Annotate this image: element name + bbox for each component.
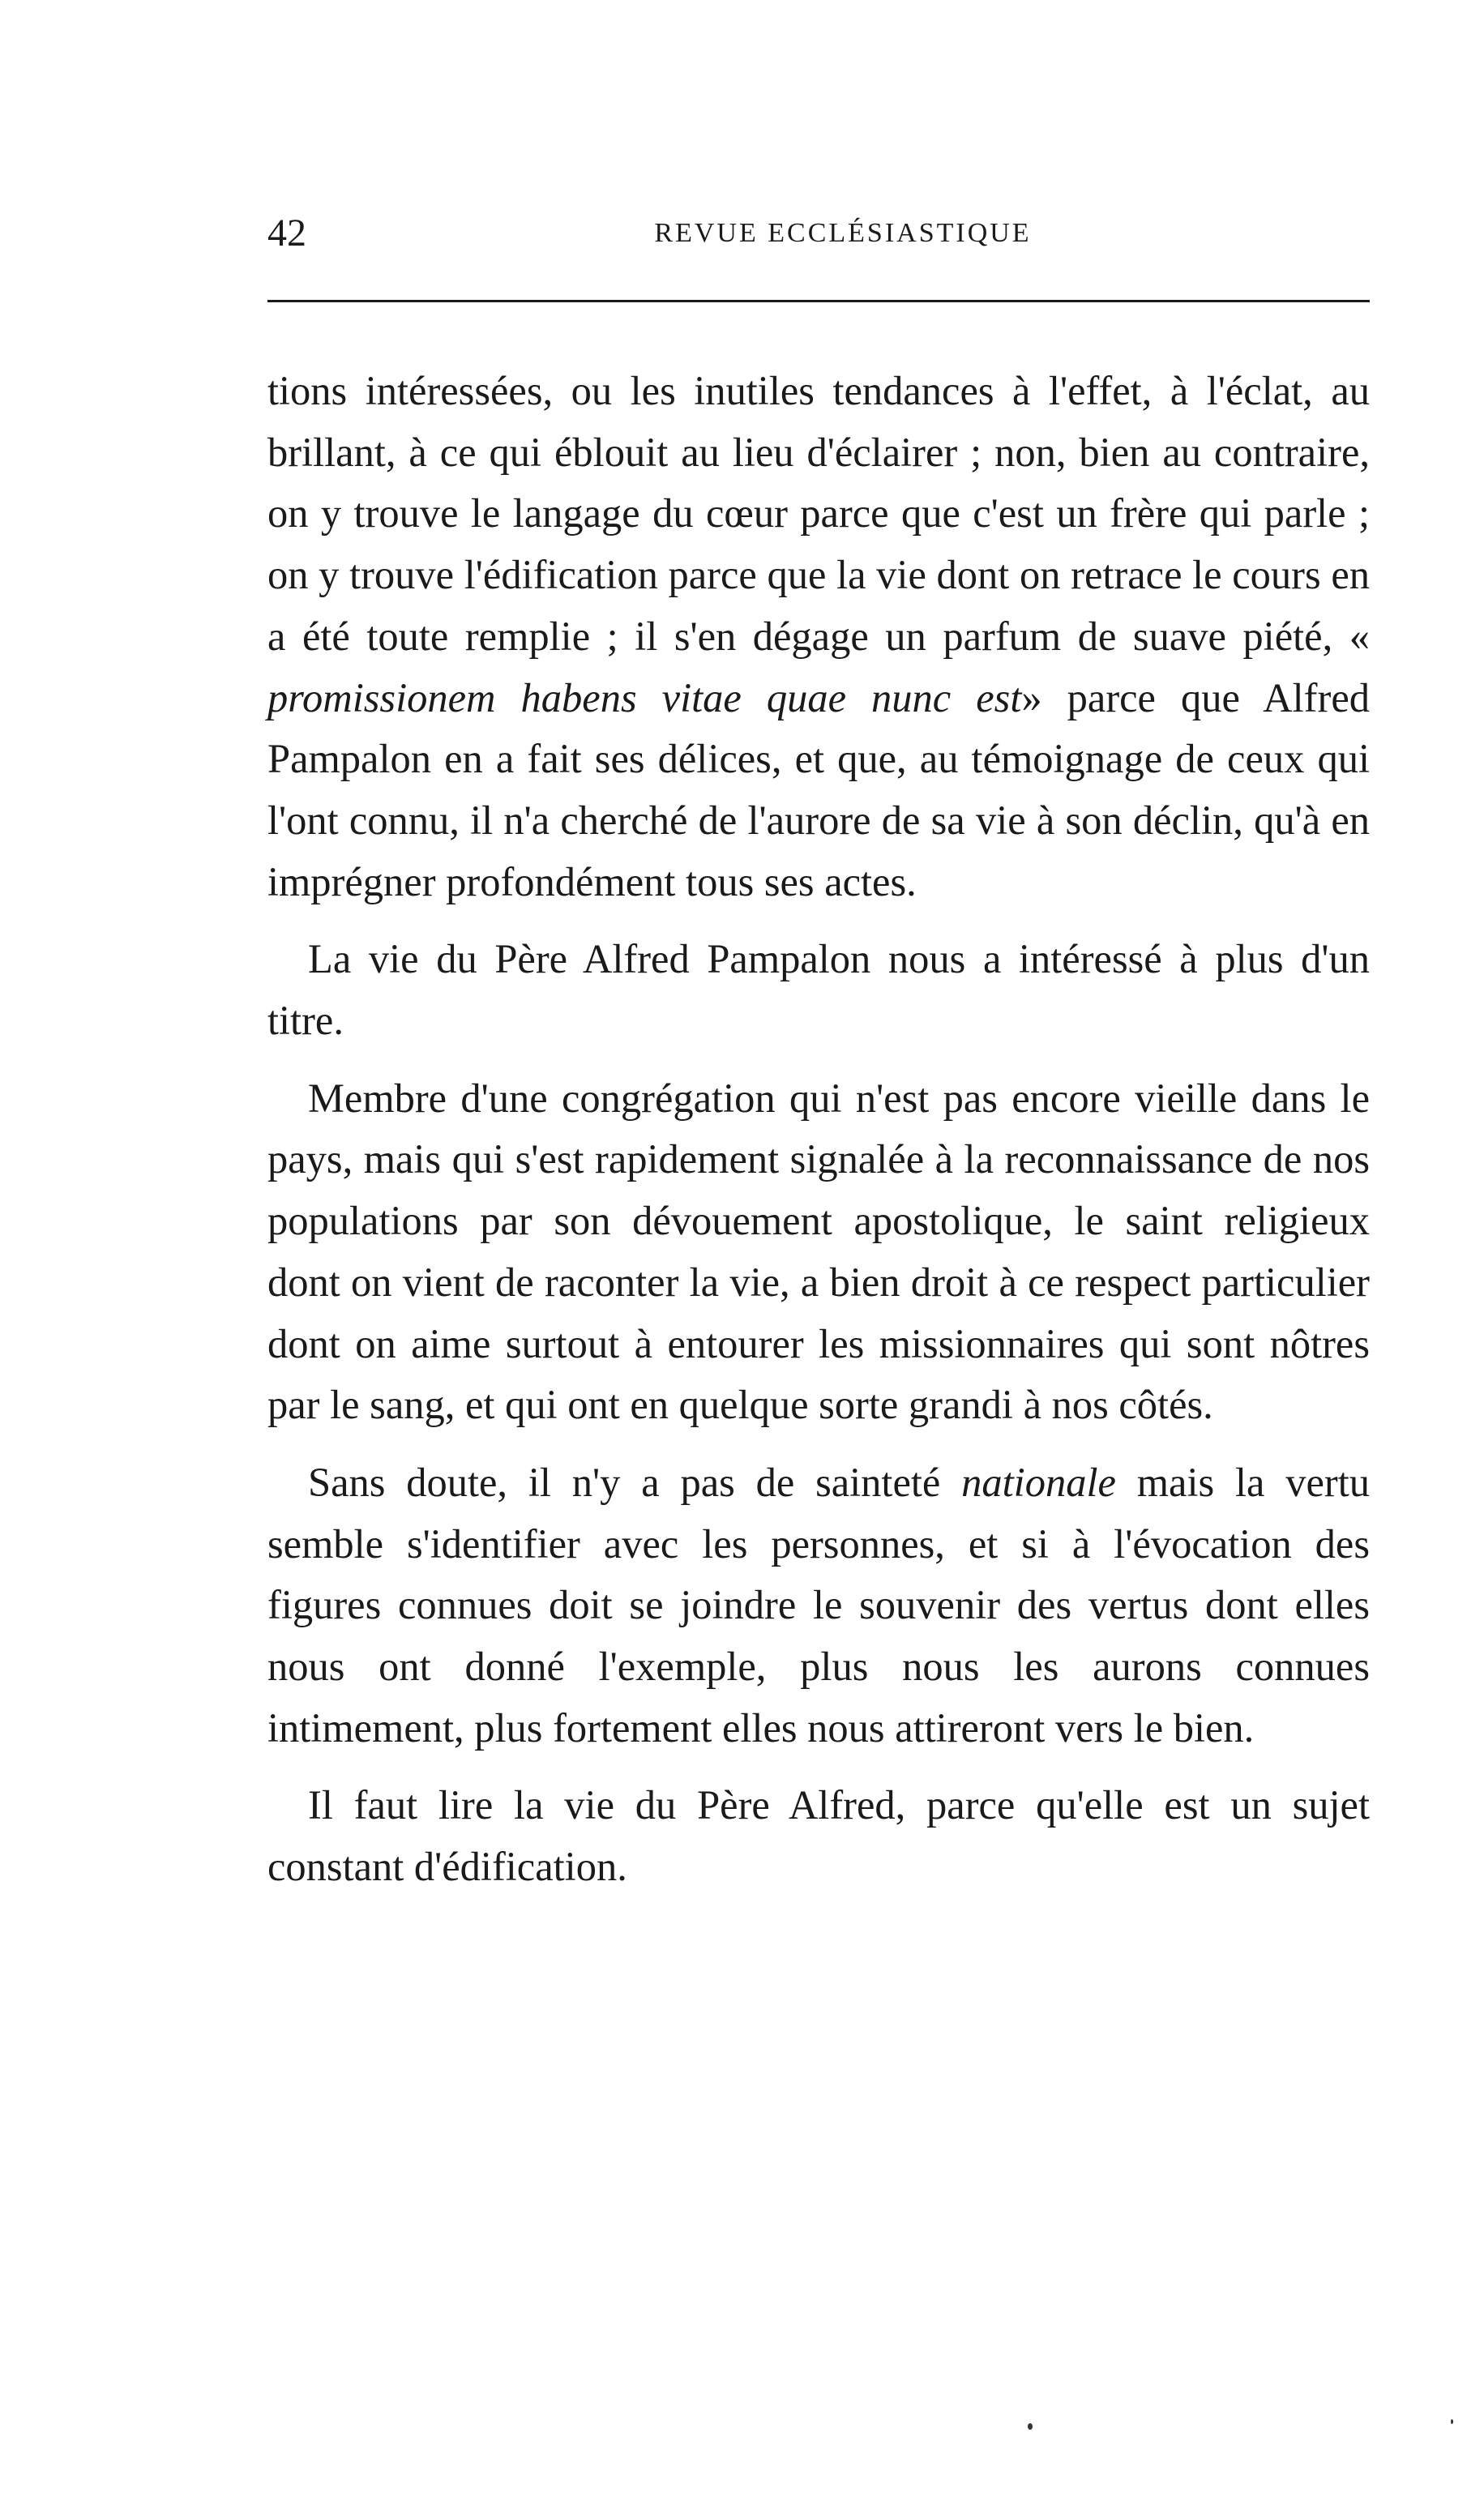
paragraph-text: » parce que Alfred Pampalon en a fait ses délices, et que, au témoignage de ceux qui l'ont connu, il n'a cherché de l'aurore de sa vie à son déclin, qu'à en imprégner profondément tous ses actes.	[267, 674, 1370, 904]
header-rule	[267, 300, 1370, 302]
paragraph-text: Membre d'une congrégation qui n'est pas encore vieille dans le pays, mais qui s'est rapidement signalée à la reconnaissance de nos populations par son dévouement apostolique, le saint religieux dont on vient de raconter la vie, a bien droit à ce respect particulier dont on aime surtout à entourer les missionnaires qui sont nôtres par le sang, et qui ont en quelque sorte grandi à nos côtés.	[267, 1075, 1370, 1428]
paragraph-text: Sans doute, il n'y a pas de sainteté	[308, 1459, 962, 1505]
paragraph-text: mais la vertu semble s'identifier avec les personnes, et si à l'évocation des figures connues doit se joindre le souvenir des vertus dont elles nous ont donné l'exemple, plus nous les aurons connues intimement, plus fortement elles nous attireront vers le bien.	[267, 1459, 1370, 1751]
latin-quotation: promissionem habens vitae quae nunc est	[267, 674, 1022, 720]
page-number: 42	[267, 212, 306, 254]
journal-title: REVUE ECCLÉSIASTIQUE	[654, 218, 1032, 248]
emphasized-word: nationale	[961, 1459, 1116, 1505]
paragraph-text: tions intéressées, ou les inutiles tendances à l'effet, à l'éclat, au brillant, à ce qui éblouit au lieu d'éclairer ; non, bien au contraire, on y trouve le langage du cœur parce que c'est un frère qui parle ; on y trouve l'édification parce que la vie dont on retrace le cours en a été toute remplie ; il s'en dégage un parfum de suave piété, «	[267, 368, 1370, 659]
paragraph-text: Il faut lire la vie du Père Alfred, parce qu'elle est un sujet constant d'édification.	[267, 1782, 1370, 1890]
paragraph	[267, 1452, 1370, 1759]
paragraph	[267, 1068, 1370, 1436]
print-speck	[1028, 2423, 1033, 2430]
paragraph-continuation	[267, 361, 1370, 913]
body-text	[267, 361, 1370, 1914]
print-speck	[1451, 2419, 1453, 2424]
paragraph-text: La vie du Père Alfred Pampalon nous a intéressé à plus d'un titre.	[267, 936, 1370, 1044]
running-head	[267, 209, 1370, 258]
paragraph	[267, 1775, 1370, 1897]
paragraph	[267, 929, 1370, 1051]
